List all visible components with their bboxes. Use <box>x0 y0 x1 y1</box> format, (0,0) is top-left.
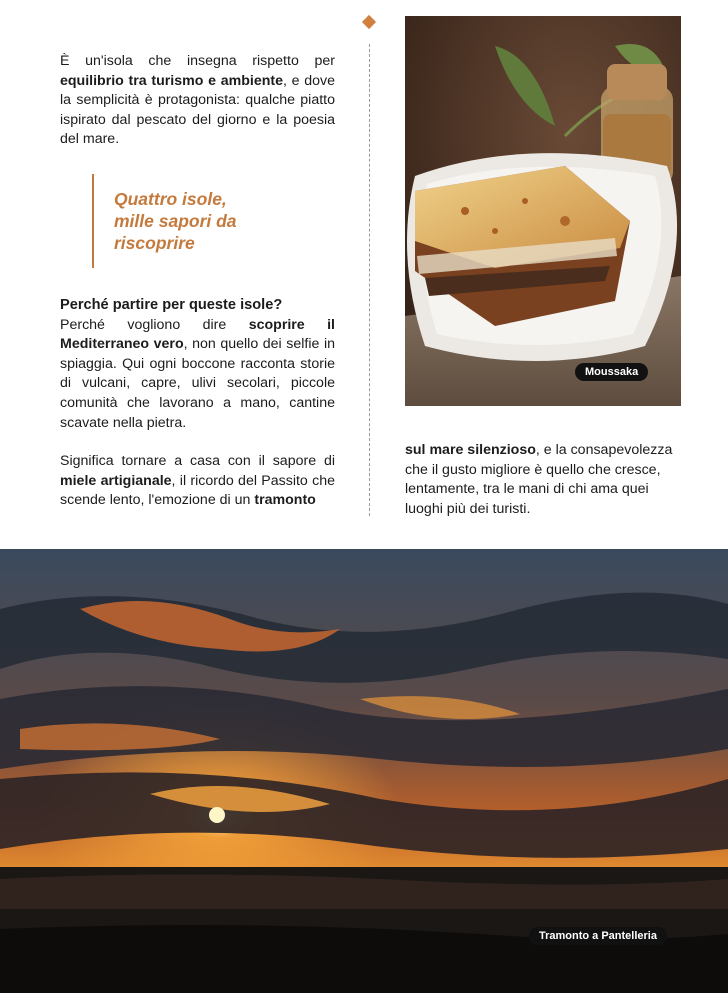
body-text: Perché vogliono dire <box>60 316 249 333</box>
caption-moussaka: Moussaka <box>575 363 648 381</box>
intro-paragraph <box>60 52 335 150</box>
column-divider <box>369 44 370 516</box>
body-paragraph <box>60 316 335 434</box>
caption-sunset: Tramonto a Pantelleria <box>529 927 667 945</box>
continued-text: , e la consapevolezza che il gusto migliore è quello che cresce, lentamente, tra le mani di chi ama quei luoghi più dei turisti. <box>405 442 673 517</box>
moussaka-illustration <box>405 16 681 406</box>
left-text-column <box>60 52 335 511</box>
sunset-photo <box>0 549 728 993</box>
body-text: , il ricordo del Passito che scende lento, l'emozione di un <box>60 472 335 509</box>
body-text-end: , non quello dei selfie in spiaggia. Qui ogni boccone racconta storie di vulcani, capre, ulivi secolari, piccole comunità che lavorano a mano, cantine scavate nella pietra. <box>60 336 335 431</box>
moussaka-photo <box>405 16 681 406</box>
body-bold: scoprire il Mediterraneo vero <box>60 316 335 353</box>
pull-quote-line: Quattro isole, <box>114 188 227 209</box>
body-bold: miele artigianale <box>60 472 172 489</box>
pull-quote-line: riscoprire <box>114 232 195 253</box>
intro-bold: equilibrio tra turismo e ambiente <box>60 72 283 89</box>
pull-quote-line: mille sapori da <box>114 210 237 231</box>
body-paragraph-2 <box>60 452 335 511</box>
continued-paragraph <box>405 441 681 519</box>
intro-text-end: , e dove la semplicità è protagonista: qualche piatto ispirato dal pescato del giorno e la poesia del mare. <box>60 72 336 148</box>
pull-quote <box>92 174 335 268</box>
intro-text: È un'isola che insegna rispetto per <box>60 53 335 69</box>
body-bold: tramonto <box>254 492 316 509</box>
body-text: Significa tornare a casa con il sapore di <box>60 453 335 470</box>
continued-bold: sul mare silenzioso <box>405 442 536 458</box>
section-heading: Perché partire per queste isole? <box>60 296 283 313</box>
right-text-column <box>405 441 681 519</box>
diamond-ornament-icon <box>362 15 376 29</box>
